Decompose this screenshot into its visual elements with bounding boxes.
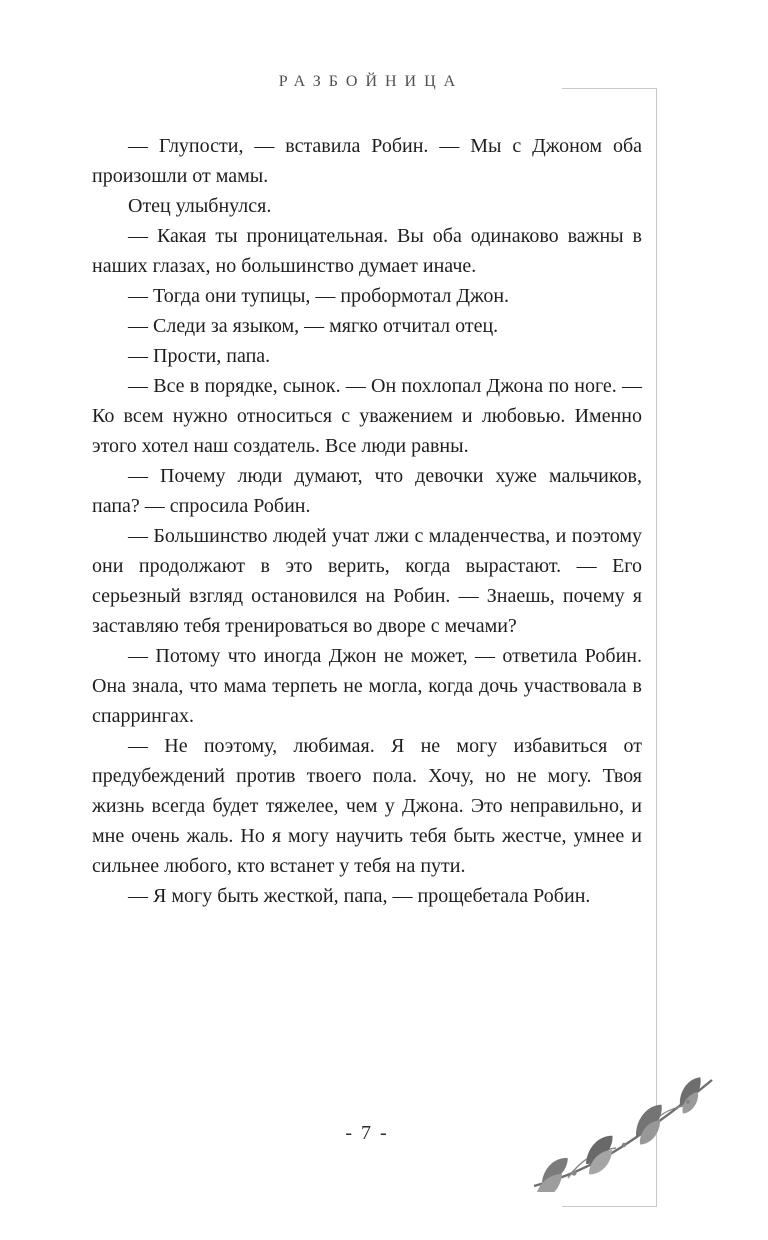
paragraph: — Не поэтому, любимая. Я не могу избавиться от предубеждений против твоего пола. Хочу, но не могу. Твоя жизнь всегда будет тяжелее, чем у Джона. Это неправильно, и мне очень жаль. Но я могу научить тебя быть жестче, умнее и сильнее любого, кто встанет у тебя на пути. <box>92 735 642 877</box>
page-edge-right-line <box>656 88 657 1207</box>
vine-leaves-illustration <box>528 1074 718 1192</box>
paragraph: — Какая ты проницательная. Вы оба одинаково важны в наших глазах, но большинство думает иначе. <box>92 225 642 277</box>
body-text <box>92 131 642 911</box>
paragraph: — Потому что иногда Джон не может, — ответила Робин. Она знала, что мама терпеть не могла, когда дочь участвовала в спаррингах. <box>92 645 642 727</box>
paragraph: — Прости, папа. <box>128 345 271 367</box>
page-edge-top-line <box>562 88 657 89</box>
page-number: - 7 - <box>345 1122 389 1144</box>
paragraph: — Тогда они тупицы, — пробормотал Джон. <box>128 285 510 307</box>
vine-branch-icon <box>528 1074 718 1192</box>
paragraph: — Все в порядке, сынок. — Он похлопал Джона по ноге. — Ко всем нужно относиться с уважением и любовью. Именно этого хотел наш создатель. Все люди равны. <box>92 375 642 457</box>
paragraph: — Большинство людей учат лжи с младенчества, и поэтому они продолжают в это верить, когда вырастают. — Его серьезный взгляд остановился на Робин. — Знаешь, почему я заставляю тебя тренироваться во дворе с мечами? <box>92 525 642 637</box>
running-header: РАЗБОЙНИЦА <box>278 73 464 90</box>
paragraph: — Я могу быть жесткой, папа, — прощебетала Робин. <box>128 885 591 907</box>
paragraph: Отец улыбнулся. <box>128 195 272 217</box>
paragraph: — Почему люди думают, что девочки хуже мальчиков, папа? — спросила Робин. <box>92 465 642 517</box>
paragraph: — Глупости, — вставила Робин. — Мы с Джоном оба произошли от мамы. <box>92 135 642 187</box>
paragraph: — Следи за языком, — мягко отчитал отец. <box>128 315 499 337</box>
page-edge-bottom-line <box>562 1206 657 1207</box>
